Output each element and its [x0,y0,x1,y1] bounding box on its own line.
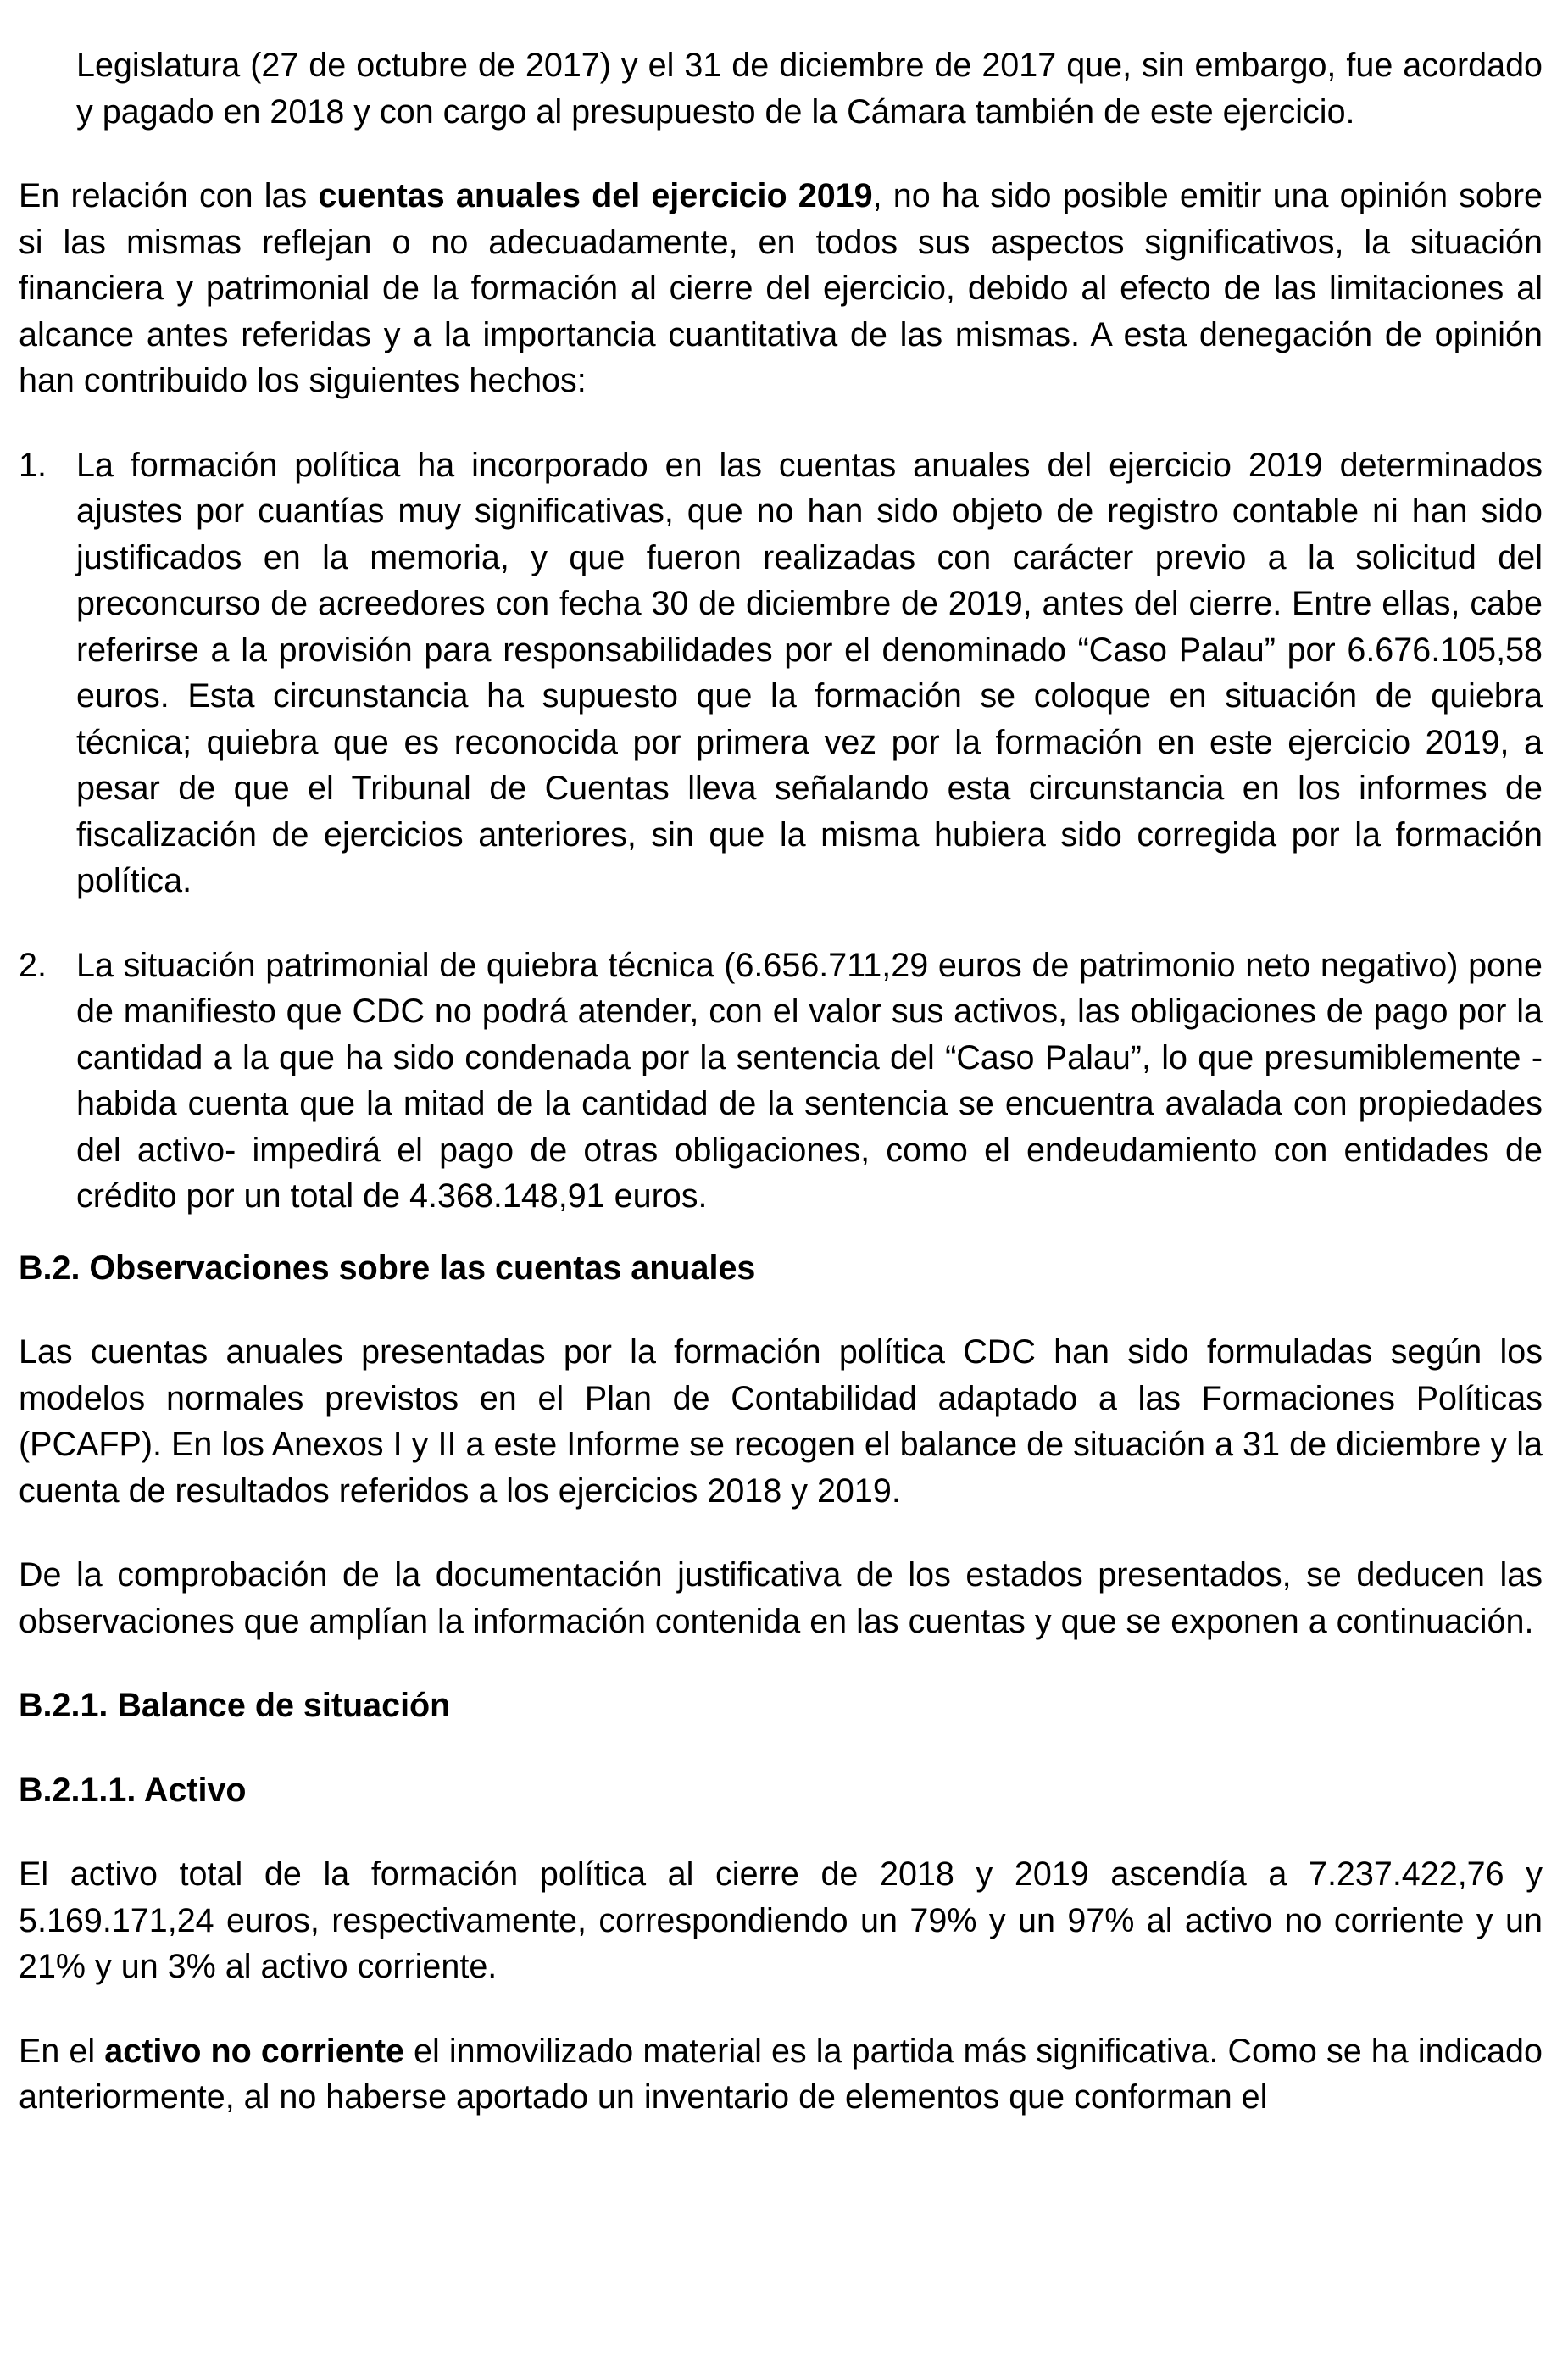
paragraph-continuation [19,42,1543,135]
section-heading-b2: B.2. Observaciones sobre las cuentas anuales [19,1249,756,1287]
paragraph-activo-no-corriente [19,2028,1543,2121]
list-item-text: La formación política ha incorporado en las cuentas anuales del ejercicio 2019 determinados ajustes por cuantías muy significativas, que no han sido objeto de registro contable ni han sido justificados en la memoria, y que fueron realizadas con carácter previo a la solicitud del preconcurso de acreedores con fecha 30 de diciembre de 2019, antes del cierre. Entre ellas, cabe referirse a la provisión para responsabilidades por el denominado “Caso Palau” por 6.676.105,58 euros. Esta circunstancia ha supuesto que la formación se coloque en situación de quiebra técnica; quiebra que es reconocida por primera vez por la formación en este ejercicio 2019, a pesar de que el Tribunal de Cuentas lleva señalando esta circunstancia en los informes de fiscalización de ejercicios anteriores, sin que la misma hubiera sido corregida por la formación política. [76,446,1543,899]
paragraph-text-pre: En relación con las [19,177,319,214]
paragraph-opinion [19,173,1543,404]
list-item-number: 1. [19,446,47,484]
paragraph-text-post: el inmovilizado material es la partida más significativa. Como se ha indicado anteriormente, al no haberse aportado un inventario de elementos que conforman el [19,2032,1543,2116]
section-heading-b21: B.2.1. Balance de situación [19,1687,451,1724]
paragraph-text: De la comprobación de la documentación justificativa de los estados presentados, se deducen las observaciones que amplían la información contenida en las cuentas y que se exponen a continuación. [19,1556,1543,1640]
list-item-number: 2. [19,946,47,984]
list-item [19,943,1543,1220]
paragraph-text: Las cuentas anuales presentadas por la formación política CDC han sido formuladas según los modelos normales previstos en el Plan de Contabilidad adaptado a las Formaciones Políticas (PCAFP). En los Anexos I y II a este Informe se recogen el balance de situación a 31 de diciembre y la cuenta de resultados referidos a los ejercicios 2018 y 2019. [19,1333,1543,1510]
section-heading-b211: B.2.1.1. Activo [19,1771,247,1809]
paragraph-text-post: , no ha sido posible emitir una opinión sobre si las mismas reflejan o no adecuadamente, en todos sus aspectos significativos, la situación financiera y patrimonial de la formación al cierre del ejercicio, debido al efecto de las limitaciones al alcance antes referidas y a la importancia cuantitativa de las mismas. A esta denegación de opinión han contribuido los siguientes hechos: [19,177,1543,399]
list-item [19,442,1543,904]
paragraph-comprobacion [19,1552,1543,1644]
paragraph-text-bold: activo no corriente [104,2032,404,2070]
paragraph-text-bold: cuentas anuales del ejercicio 2019 [318,177,873,214]
list-item-text: La situación patrimonial de quiebra técnica (6.656.711,29 euros de patrimonio neto negativo) pone de manifiesto que CDC no podrá atender, con el valor sus activos, las obligaciones de pago por la cantidad a la que ha sido condenada por la sentencia del “Caso Palau”, lo que presumiblemente -habida cuenta que la mitad de la cantidad de la sentencia se encuentra avalada con propiedades del activo- impedirá el pago de otras obligaciones, como el endeudamiento con entidades de crédito por un total de 4.368.148,91 euros. [76,946,1543,1215]
paragraph-text: El activo total de la formación política al cierre de 2018 y 2019 ascendía a 7.237.422,76 y 5.169.171,24 euros, respectivamente, correspondiendo un 79% y un 97% al activo no corriente y un 21% y un 3% al activo corriente. [19,1855,1543,1985]
paragraph-text: Legislatura (27 de octubre de 2017) y el 31 de diciembre de 2017 que, sin embargo, fue acordado y pagado en 2018 y con cargo al presupuesto de la Cámara también de este ejercicio. [76,47,1543,131]
paragraph-activo-total [19,1851,1543,1990]
paragraph-cuentas [19,1329,1543,1514]
paragraph-text-pre: En el [19,2032,105,2070]
document-page [19,42,1543,2159]
